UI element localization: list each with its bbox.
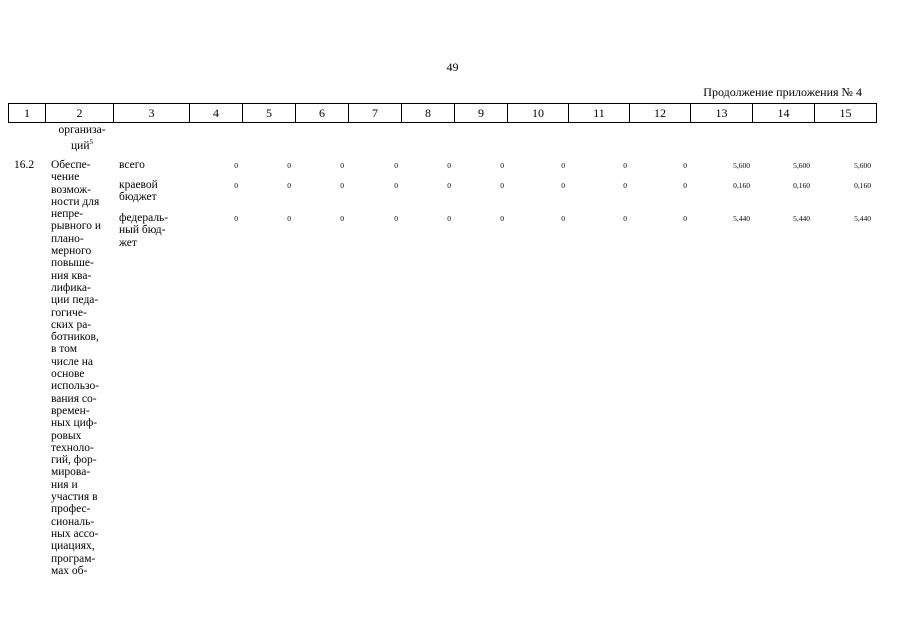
description-line: возмож- xyxy=(51,183,91,196)
funding-value: 0 xyxy=(561,181,565,190)
description-line: ции педа- xyxy=(51,294,99,307)
funding-source-line: жет xyxy=(119,236,137,249)
funding-source-line: всего xyxy=(119,159,145,171)
column-header-table xyxy=(8,103,877,123)
description-line: лифика- xyxy=(51,281,91,294)
description-line: Обеспе- xyxy=(51,159,91,171)
description-line: чение xyxy=(51,171,80,184)
funding-value: 0 xyxy=(287,214,291,223)
column-header: 9 xyxy=(455,104,508,123)
footnote-marker: 5 xyxy=(89,138,93,147)
funding-value: 0 xyxy=(500,161,504,170)
description-line: вания со- xyxy=(51,392,97,405)
funding-value: 0 xyxy=(447,161,451,170)
funding-value: 0 xyxy=(447,181,451,190)
funding-value: 5,600 xyxy=(733,161,750,170)
funding-value: 5,600 xyxy=(793,161,810,170)
funding-value: 0 xyxy=(394,181,398,190)
funding-value: 0,160 xyxy=(854,181,871,190)
funding-value: 0 xyxy=(683,214,687,223)
funding-value: 0 xyxy=(623,181,627,190)
description-line: ских ра- xyxy=(51,318,92,331)
prev-cell-line: ций$^5$ xyxy=(71,138,93,153)
description-line: времен- xyxy=(51,404,90,417)
funding-source-label xyxy=(119,212,189,249)
row-number: 16.2 xyxy=(14,159,35,171)
funding-source-line: краевой xyxy=(119,179,158,191)
description-line: использо- xyxy=(51,380,100,393)
funding-source-line: бюджет xyxy=(119,191,157,204)
column-header: 6 xyxy=(296,104,349,123)
description-line: ных ассо- xyxy=(51,527,99,540)
funding-value: 0 xyxy=(234,161,238,170)
previous-row-continuation xyxy=(51,124,113,152)
description-line: ности для xyxy=(51,195,100,208)
row-description xyxy=(51,159,115,577)
description-line: програм- xyxy=(51,552,96,565)
funding-value: 0 xyxy=(561,161,565,170)
column-header: 2 xyxy=(46,104,114,123)
description-line: мах об- xyxy=(51,564,88,577)
description-line: мерного xyxy=(51,245,92,258)
funding-value: 0 xyxy=(683,181,687,190)
column-header: 10 xyxy=(508,104,569,123)
description-line: в том xyxy=(51,343,77,356)
description-line: ния ква- xyxy=(51,269,92,282)
funding-source-label xyxy=(119,179,189,204)
description-line: ния и xyxy=(51,478,78,491)
funding-value: 0 xyxy=(340,161,344,170)
description-line: числе на xyxy=(51,355,94,368)
funding-value: 0 xyxy=(394,161,398,170)
funding-value: 0 xyxy=(287,181,291,190)
column-header: 4 xyxy=(190,104,243,123)
funding-value: 0 xyxy=(394,214,398,223)
description-line: повыше- xyxy=(51,257,94,270)
funding-value: 0 xyxy=(500,214,504,223)
funding-value: 0 xyxy=(287,161,291,170)
prev-cell-line: организа- xyxy=(58,124,106,136)
description-line: мирова- xyxy=(51,466,91,479)
description-line: ровых xyxy=(51,429,82,442)
funding-source-label xyxy=(119,159,189,171)
funding-value: 5,440 xyxy=(733,214,750,223)
column-header: 5 xyxy=(243,104,296,123)
description-line: гогиче- xyxy=(51,306,87,319)
funding-value: 5,440 xyxy=(793,214,810,223)
funding-value: 0 xyxy=(500,181,504,190)
column-header: 7 xyxy=(349,104,402,123)
column-header: 11 xyxy=(569,104,630,123)
description-line: рывного и xyxy=(51,220,102,233)
funding-value: 0 xyxy=(447,214,451,223)
description-line: основе xyxy=(51,368,85,381)
description-line: гий, фор- xyxy=(51,454,97,467)
description-line: непре- xyxy=(51,208,84,221)
description-line: ботников, xyxy=(51,331,99,344)
funding-value: 0,160 xyxy=(733,181,750,190)
funding-value: 0 xyxy=(623,161,627,170)
description-line: плано- xyxy=(51,232,84,245)
funding-source-line: федераль- xyxy=(119,212,169,224)
description-line: техноло- xyxy=(51,441,94,454)
column-header: 13 xyxy=(691,104,753,123)
description-line: ных циф- xyxy=(51,417,98,430)
funding-value: 0 xyxy=(623,214,627,223)
description-line: циациях, xyxy=(51,540,95,553)
funding-value: 0 xyxy=(340,181,344,190)
funding-value: 0,160 xyxy=(793,181,810,190)
funding-value: 0 xyxy=(234,214,238,223)
funding-value: 0 xyxy=(561,214,565,223)
column-header: 12 xyxy=(630,104,691,123)
funding-value: 5,440 xyxy=(854,214,871,223)
column-header-row xyxy=(9,104,877,123)
column-header: 14 xyxy=(753,104,815,123)
funding-value: 5,600 xyxy=(854,161,871,170)
page-number: 49 xyxy=(446,60,459,74)
column-header: 1 xyxy=(9,104,46,123)
description-line: сиональ- xyxy=(51,515,95,528)
funding-value: 0 xyxy=(340,214,344,223)
description-line: профес- xyxy=(51,503,91,516)
funding-value: 0 xyxy=(234,181,238,190)
continuation-title: Продолжение приложения № 4 xyxy=(703,85,862,99)
column-header: 15 xyxy=(815,104,877,123)
description-line: участия в xyxy=(51,491,98,504)
column-header: 3 xyxy=(114,104,190,123)
column-header: 8 xyxy=(402,104,455,123)
funding-source-line: ный бюд- xyxy=(119,224,166,237)
funding-value: 0 xyxy=(683,161,687,170)
